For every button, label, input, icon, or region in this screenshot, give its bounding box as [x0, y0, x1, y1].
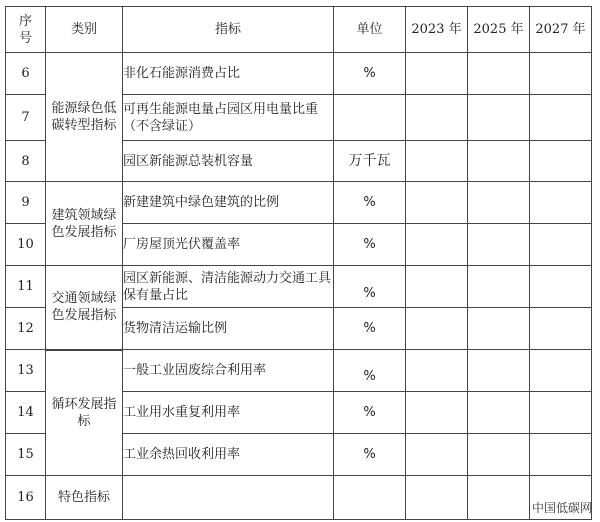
cell-2025 [468, 392, 530, 434]
row-seq: 11 [6, 266, 46, 308]
cell-2027 [530, 392, 592, 434]
cell-2023 [406, 308, 468, 350]
row-unit: % [334, 434, 406, 476]
header-unit: 单位 [334, 7, 406, 53]
row-indicator: 非化石能源消费占比 [123, 53, 334, 95]
cell-2023 [406, 182, 468, 224]
row-unit: 万千瓦 [334, 141, 406, 182]
row-indicator: 新建建筑中绿色建筑的比例 [123, 182, 334, 224]
cell-2023 [406, 141, 468, 182]
cell-2027 [530, 350, 592, 392]
cell-2025 [468, 53, 530, 95]
row-unit: % [334, 308, 406, 350]
header-row [6, 7, 592, 53]
row-seq: 13 [6, 350, 46, 392]
header-year-2023: 2023 年 [406, 7, 468, 53]
header-year-2025: 2025 年 [468, 7, 530, 53]
row-unit: % [334, 53, 406, 95]
cell-2023 [406, 476, 468, 520]
cell-2027 [530, 308, 592, 350]
row-indicator: 园区新能源总装机容量 [123, 141, 334, 182]
row-indicator: 厂房屋顶光伏覆盖率 [123, 224, 334, 266]
row-indicator: 货物清洁运输比例 [123, 308, 334, 350]
row-seq: 8 [6, 141, 46, 182]
cell-2025 [468, 266, 530, 308]
cell-2025 [468, 476, 530, 520]
row-indicator [123, 476, 334, 520]
cell-2025 [468, 434, 530, 476]
cell-2023 [406, 266, 468, 308]
cell-2025 [468, 350, 530, 392]
row-indicator: 工业用水重复利用率 [123, 392, 334, 434]
cell-2027 [530, 266, 592, 308]
row-seq: 7 [6, 95, 46, 141]
row-category: 交通领域绿色发展指标 [46, 266, 123, 350]
cell-2023 [406, 95, 468, 141]
table-row [6, 350, 592, 392]
row-indicator: 园区新能源、清洁能源动力交通工具保有量占比 [123, 266, 334, 308]
row-unit [334, 95, 406, 141]
row-seq: 16 [6, 476, 46, 520]
watermark-text: 中国低碳网 [531, 501, 592, 515]
row-category: 能源绿色低碳转型指标 [46, 53, 123, 182]
cell-2027 [530, 434, 592, 476]
row-indicator: 一般工业固废综合利用率 [123, 350, 334, 392]
cell-2025 [468, 95, 530, 141]
table-row [6, 53, 592, 95]
header-year-2027: 2027 年 [530, 7, 592, 53]
cell-2023 [406, 350, 468, 392]
row-seq: 9 [6, 182, 46, 224]
row-seq: 6 [6, 53, 46, 95]
header-category: 类别 [46, 7, 123, 53]
cell-2023 [406, 53, 468, 95]
cell-2027 [530, 53, 592, 95]
row-category: 循环发展指标 [46, 350, 123, 476]
row-unit: % [334, 266, 406, 308]
cell-2027 [530, 141, 592, 182]
cell-2025 [468, 224, 530, 266]
row-seq: 14 [6, 392, 46, 434]
row-unit: % [334, 224, 406, 266]
cell-2023 [406, 392, 468, 434]
row-unit: % [334, 350, 406, 392]
cell-2025 [468, 308, 530, 350]
table-row [6, 266, 592, 308]
indicator-table [5, 6, 592, 520]
row-seq: 15 [6, 434, 46, 476]
cell-2025 [468, 182, 530, 224]
row-unit: % [334, 392, 406, 434]
row-indicator: 工业余热回收利用率 [123, 434, 334, 476]
cell-2027 [530, 224, 592, 266]
header-indicator: 指标 [123, 7, 334, 53]
table-row [6, 182, 592, 224]
header-seq: 序号 [6, 7, 46, 53]
row-seq: 12 [6, 308, 46, 350]
cell-2027 [530, 95, 592, 141]
cell-2023 [406, 434, 468, 476]
row-unit [334, 476, 406, 520]
cell-2027 [530, 182, 592, 224]
row-seq: 10 [6, 224, 46, 266]
cell-2023 [406, 224, 468, 266]
row-category: 建筑领域绿色发展指标 [46, 182, 123, 266]
table-row [6, 476, 592, 520]
row-indicator: 可再生能源电量占园区用电量比重（不含绿证） [123, 95, 334, 141]
cell-2025 [468, 141, 530, 182]
row-category: 特色指标 [46, 476, 123, 520]
row-unit: % [334, 182, 406, 224]
